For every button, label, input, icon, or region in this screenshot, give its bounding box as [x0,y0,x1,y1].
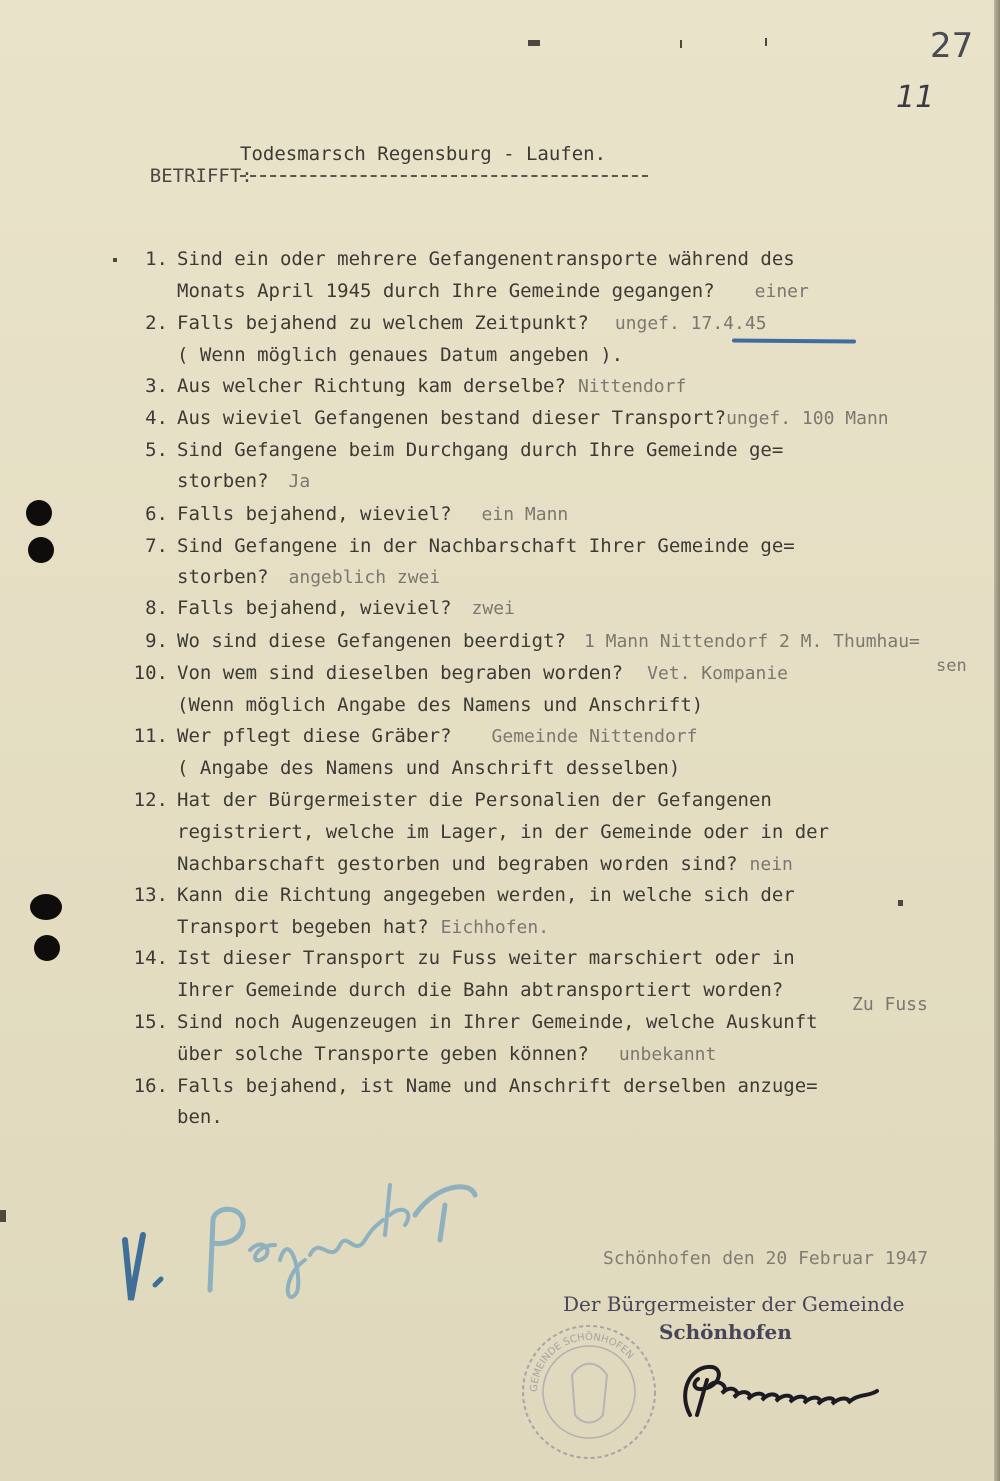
question-11-line-2 [0,757,1000,788]
question-1 [0,248,1000,279]
question-text: Von wem sind dieselben begraben worden? [177,662,624,684]
question-text: Wer pflegt diese Gräber? [177,725,452,747]
mayor-stamp [563,1290,904,1346]
stamp-line-1: Der Bürgermeister der Gemeinde [563,1292,905,1316]
question-number: 13. [133,884,168,906]
question-number: 11. [133,725,168,747]
question-13-line-2 [0,916,1000,947]
question-15-line-2 [0,1043,1000,1074]
question-9 [0,630,1000,661]
question-text: Nachbarschaft gestorben und begraben worden sind? [177,853,738,875]
answer-text: ungef. 100 Mann [726,408,889,429]
answer-text: 1 Mann Nittendorf 2 M. Thumhau= [583,631,920,652]
question-text: Wo sind diese Gefangenen beerdigt? [177,630,566,652]
question-text: Falls bejahend, ist Name und Anschrift derselben anzuge= [177,1075,818,1097]
question-4 [0,407,1000,438]
question-16-line-2 [0,1106,1000,1137]
question-number: 15. [133,1011,168,1033]
question-15 [0,1011,1000,1042]
punch-hole [28,537,54,563]
answer-text: Nittendorf [577,376,687,397]
question-2 [0,312,1000,343]
question-10-line-2 [0,694,1000,725]
question-3 [0,375,1000,406]
answer-text: unbekannt [618,1044,717,1065]
stamp-line-2: Schönhofen [659,1320,792,1344]
question-text: ben. [177,1106,223,1128]
question-text: registriert, welche im Lager, in der Gemeinde oder in der [177,821,830,843]
question-text: Transport begeben hat? [177,916,429,938]
question-text: storben? [177,470,269,492]
question-11 [0,725,1000,756]
question-number: 10. [133,662,168,684]
question-text: Kann die Richtung angegeben werden, in welche sich der [177,884,795,906]
question-12-line-3 [0,853,1000,884]
question-5-line-2 [0,470,1000,501]
question-text: ( Angabe des Namens und Anschrift desselben) [177,757,681,779]
question-number: 6. [145,503,168,525]
answer-text: nein [749,854,793,875]
answer-text: Ja [288,471,311,492]
question-7-line-2 [0,566,1000,597]
question-text: (Wenn möglich Angabe des Namens und Anschrift) [177,694,704,716]
question-text: storben? [177,566,269,588]
question-text: Sind noch Augenzeugen in Ihrer Gemeinde, welche Auskunft [177,1011,818,1033]
question-number: 12. [133,789,168,811]
answer-continuation: sen [936,656,967,676]
answer-text: einer [754,281,809,302]
answer-text: Zu Fuss [852,994,928,1015]
question-text: Monats April 1945 durch Ihre Gemeinde gegangen? [177,280,715,302]
question-text: Sind ein oder mehrere Gefangenentransporte während des [177,248,795,270]
punch-hole [26,500,52,526]
question-number: 8. [145,597,168,619]
answer-text: Gemeinde Nittendorf [491,726,698,747]
question-text: Ihrer Gemeinde durch die Bahn abtransportiert worden? [177,979,784,1001]
question-text: Ist dieser Transport zu Fuss weiter marschiert oder in [177,947,795,969]
answer-text: angeblich zwei [288,567,441,588]
question-10 [0,662,1000,693]
question-number: 9. [145,630,168,652]
question-13 [0,884,1000,915]
question-5 [0,439,1000,470]
subject-underline [240,175,648,177]
question-1-line-2 [0,280,1000,311]
page-number: 27 [930,26,974,66]
question-8 [0,597,1000,628]
seal-text: GEMEINDE SCHÖNHOFEN [528,1331,636,1393]
subject-line [104,143,607,231]
question-text: Falls bejahend, wieviel? [177,597,452,619]
question-7 [0,535,1000,566]
question-text: Sind Gefangene beim Durchgang durch Ihre Gemeinde ge= [177,439,784,461]
question-number: 1. [145,248,168,270]
question-text: Falls bejahend, wieviel? [177,503,452,525]
question-12 [0,789,1000,820]
page-mark: 11 [896,80,935,115]
question-number: 4. [145,407,168,429]
answer-text: Vet. Kompanie [647,663,789,684]
question-number: 2. [145,312,168,334]
subject-label: BETRIFFT: [149,165,253,187]
question-text: Falls bejahend zu welchem Zeitpunkt? [177,312,589,334]
question-number: 3. [145,375,168,397]
question-text: Aus welcher Richtung kam derselbe? [177,375,566,397]
question-text: Sind Gefangene in der Nachbarschaft Ihrer Gemeinde ge= [177,535,795,557]
question-6 [0,503,1000,534]
blue-handwritten-initials [115,1165,495,1315]
question-text: Hat der Bürgermeister die Personalien der Gefangenen [177,789,772,811]
answer-text: ungef. 17.4.45 [614,313,767,334]
question-number: 14. [133,947,168,969]
answer-text: ein Mann [481,504,569,525]
question-2-line-2 [0,344,1000,375]
question-14 [0,947,1000,978]
handwritten-signature [672,1355,887,1425]
answer-text: Eichhofen. [440,917,550,938]
question-number: 7. [145,535,168,557]
answer-text: zwei [471,598,515,619]
question-text: Aus wieviel Gefangenen bestand dieser Transport? [177,407,727,429]
punch-hole [34,935,60,961]
question-number: 16. [133,1075,168,1097]
subject-text: Todesmarsch Regensburg - Laufen. [240,143,607,165]
question-number: 5. [145,439,168,461]
punch-hole [30,894,62,920]
question-text: über solche Transporte geben können? [177,1043,589,1065]
question-16 [0,1075,1000,1106]
question-text: ( Wenn möglich genaues Datum angeben ). [177,344,624,366]
question-14-line-2 [0,979,1000,1010]
place-and-date: Schönhofen den 20 Februar 1947 [603,1248,929,1269]
question-12-line-2 [0,821,1000,852]
